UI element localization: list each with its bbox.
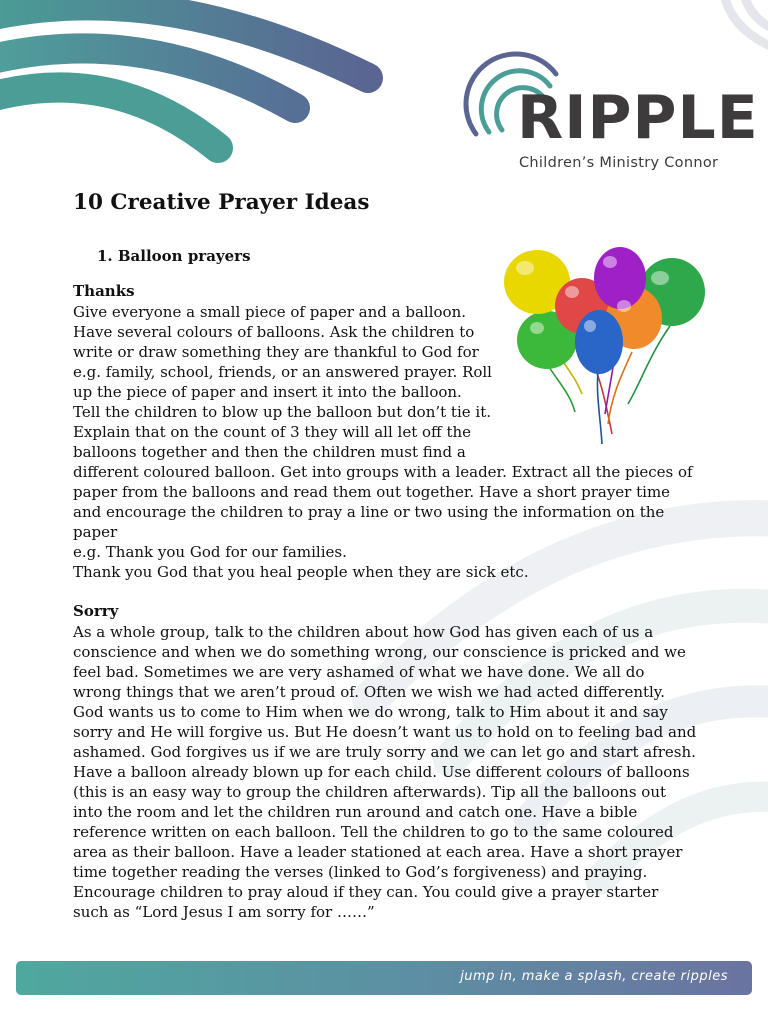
balloons-illustration <box>500 244 712 454</box>
blue-balloon <box>575 310 623 374</box>
footer-slogan: jump in, make a splash, create ripples <box>460 969 728 984</box>
logo-wordmark: RIPPLE <box>517 83 759 153</box>
logo-tagline: Children’s Ministry Connor <box>519 155 719 171</box>
sorry-heading: Sorry <box>73 602 119 620</box>
purple-balloon <box>594 247 646 309</box>
thanks-paragraph: Give everyone a small piece of paper and a balloon. Have several colours of balloons. Ask the children to write or draw something they are thankful to God for e.g. family, school, friends, or an answered prayer. Roll up the piece of paper and insert it into the balloon. Tell the children to blow up the balloon but don’t tie it. Explain that on the count of 3 they will all let off the balloons together and then the children must find a different coloured balloon. Get into groups with a leader. Extract all the pieces of paper from the balloons and read them out together. Have a short prayer time and encourage the children to pray a line or two using the information on the paper e.g. Thank you God for our families. Thank you God that you heal people when they are sick etc. <box>73 303 693 581</box>
ripple-logo <box>462 48 762 178</box>
balloons-group <box>504 247 705 374</box>
page-title: 10 Creative Prayer Ideas <box>73 190 370 215</box>
footer-bar <box>16 961 752 995</box>
section-heading: 1. Balloon prayers <box>97 247 251 265</box>
sorry-paragraph: As a whole group, talk to the children about how God has given each of us a conscience and when we do something wrong, our conscience is pricked and we feel bad. Sometimes we are very ashamed of what we have done. We all do wrong things that we aren’t proud of. Often we wish we had acted differently. God wants us to come to Him when we do wrong, talk to Him about it and say sorry and He will forgive us. But He doesn’t want us to hold on to feeling bad and ashamed. God forgives us if we are truly sorry and we can let go and start afresh. Have a balloon already blown up for each child. Use different colours of balloons (this is an easy way to group the children afterwards). Tip all the balloons out into the room and let the children run around and catch one. Have a bible reference written on each balloon. Tell the children to go to the same coloured area as their balloon. Have a leader stationed at each area. Have a short prayer time together reading the verses (linked to God’s forgiveness) and praying. Encourage children to pray aloud if they can. You could give a prayer starter such as “Lord Jesus I am sorry for ……” <box>73 623 697 921</box>
thanks-heading: Thanks <box>73 282 135 300</box>
